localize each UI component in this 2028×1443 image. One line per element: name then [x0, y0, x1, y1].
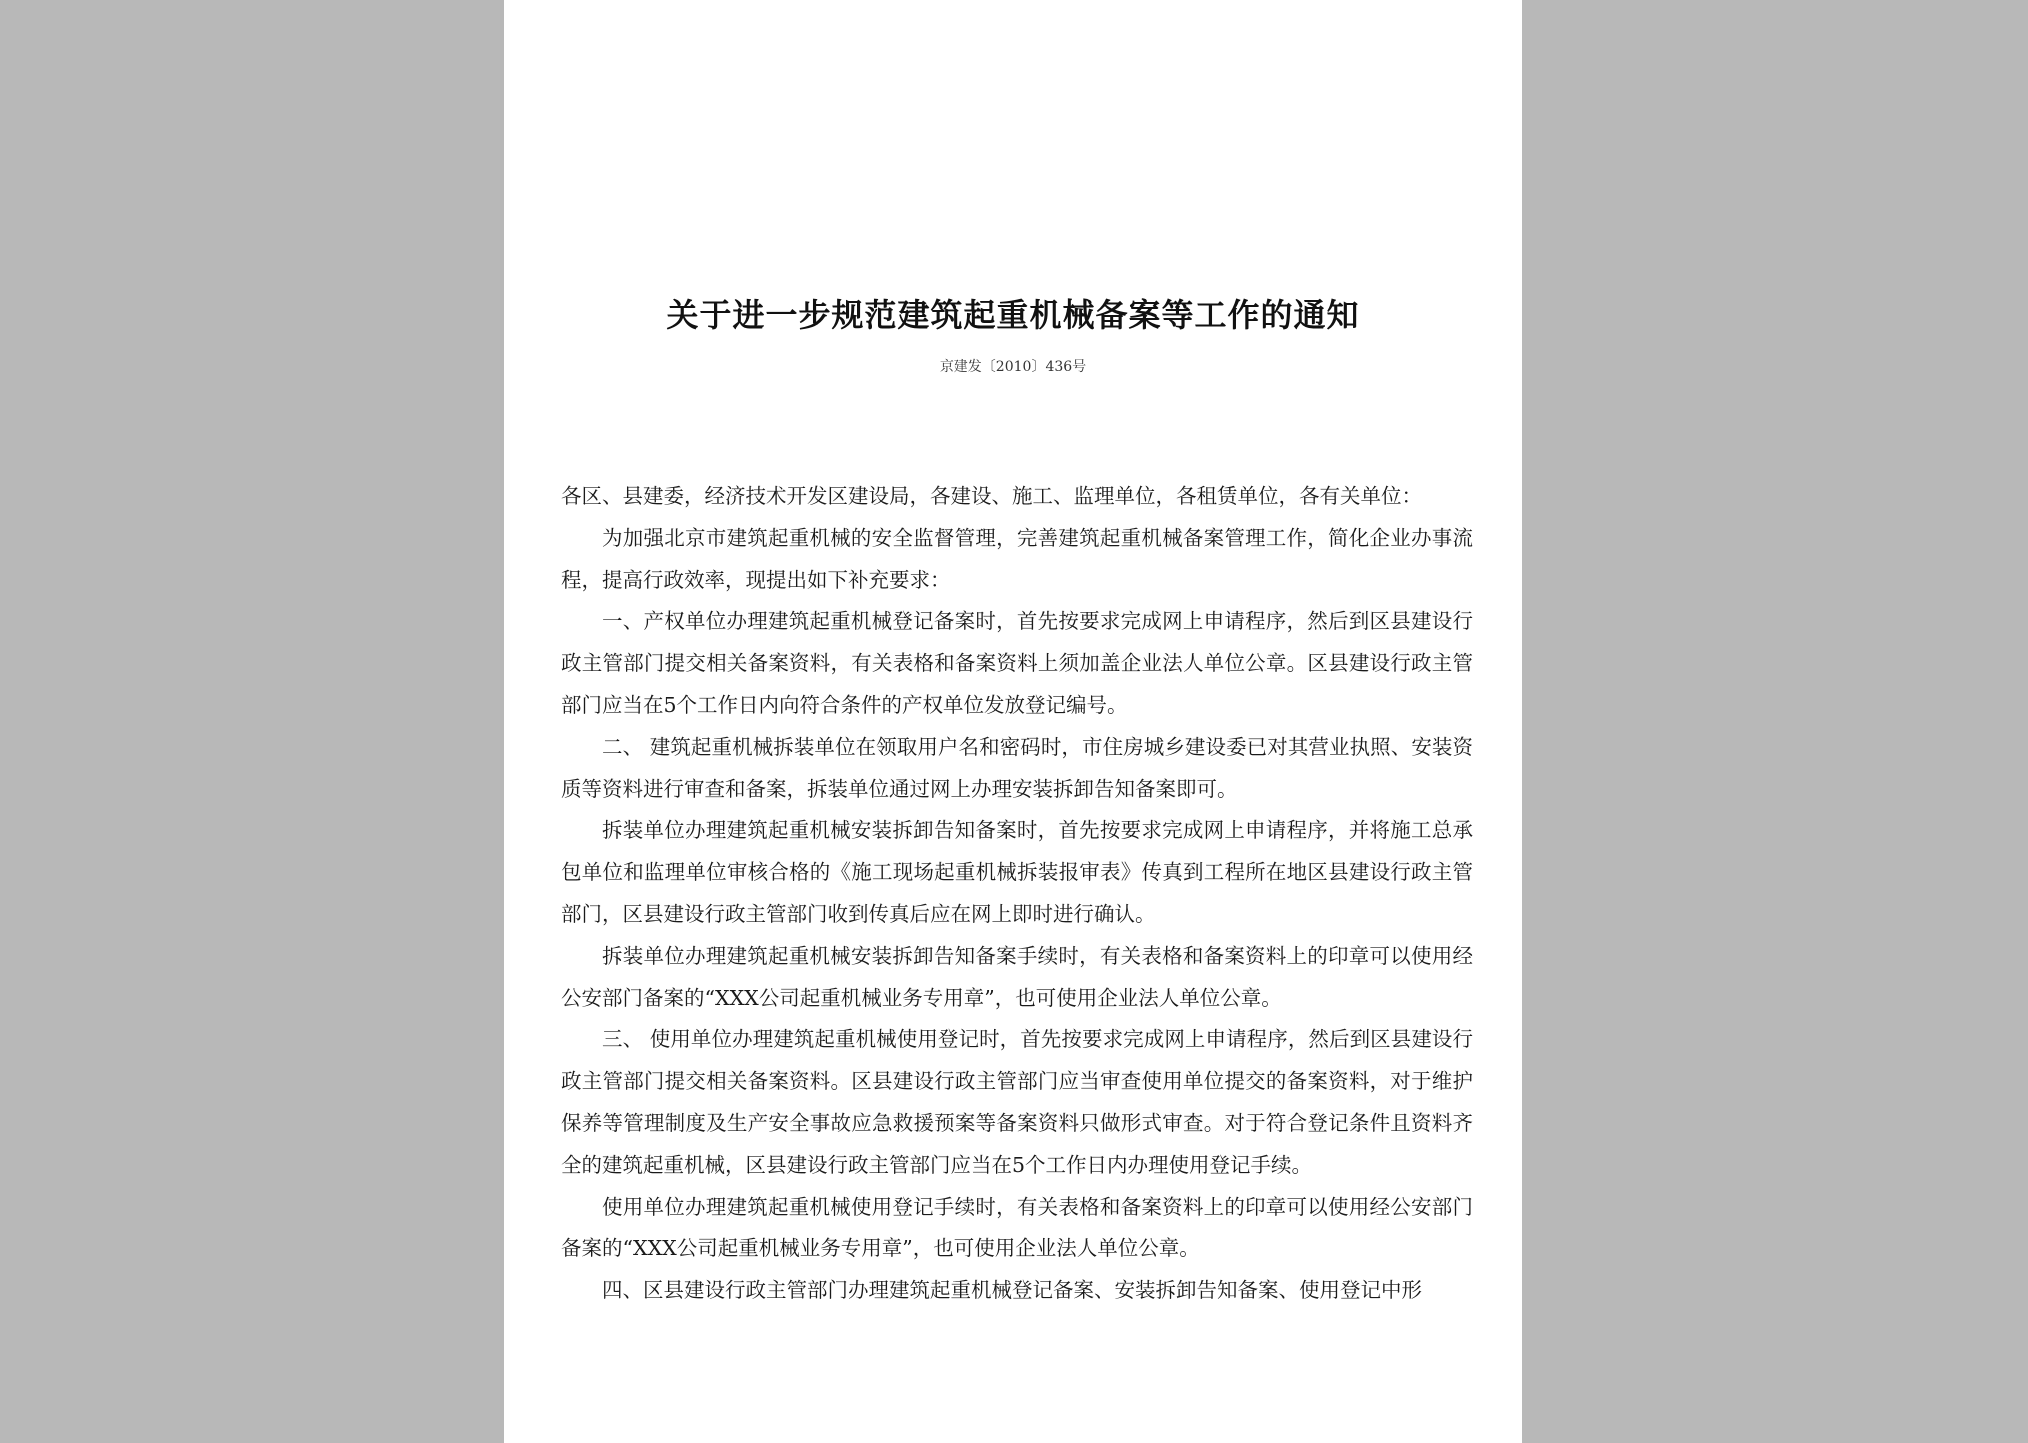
- body-paragraph: 拆装单位办理建筑起重机械安装拆卸告知备案时，首先按要求完成网上申请程序，并将施工总承包单位和监理单位审核合格的《施工现场起重机械拆装报审表》传真到工程所在地区县建设行政主管部门，区县建设行政主管部门收到传真后应在网上即时进行确认。: [561, 818, 1473, 926]
- document-body: [561, 476, 1473, 1312]
- salutation-paragraph: 各区、县建委，经济技术开发区建设局，各建设、施工、监理单位，各租赁单位，各有关单位：: [561, 484, 1422, 508]
- document-page: [504, 0, 1522, 1443]
- body-paragraph: 拆装单位办理建筑起重机械安装拆卸告知备案手续时，有关表格和备案资料上的印章可以使用经公安部门备案的“XXX公司起重机械业务专用章”，也可使用企业法人单位公章。: [561, 943, 1473, 1010]
- body-paragraph: 四、区县建设行政主管部门办理建筑起重机械登记备案、安装拆卸告知备案、使用登记中形: [602, 1278, 1422, 1303]
- document-title: 关于进一步规范建筑起重机械备案等工作的通知: [666, 296, 1360, 334]
- document-number: 京建发〔2010〕436号: [939, 359, 1087, 375]
- body-paragraph: 一、产权单位办理建筑起重机械登记备案时，首先按要求完成网上申请程序，然后到区县建设行政主管部门提交相关备案资料，有关表格和备案资料上须加盖企业法人单位公章。区县建设行政主管部门应当在5个工作日内向符合条件的产权单位发放登记编号。: [561, 609, 1473, 717]
- body-paragraph: 二、 建筑起重机械拆装单位在领取用户名和密码时，市住房城乡建设委已对其营业执照、安装资质等资料进行审查和备案，拆装单位通过网上办理安装拆卸告知备案即可。: [561, 734, 1473, 801]
- body-paragraph: 为加强北京市建筑起重机械的安全监督管理，完善建筑起重机械备案管理工作，简化企业办事流程，提高行政效率，现提出如下补充要求：: [561, 525, 1473, 592]
- body-paragraph: 三、 使用单位办理建筑起重机械使用登记时，首先按要求完成网上申请程序，然后到区县建设行政主管部门提交相关备案资料。区县建设行政主管部门应当审查使用单位提交的备案资料，对于维护保养等管理制度及生产安全事故应急救援预案等备案资料只做形式审查。对于符合登记条件且资料齐全的建筑起重机械，区县建设行政主管部门应当在5个工作日内办理使用登记手续。: [561, 1027, 1473, 1177]
- body-paragraph: 使用单位办理建筑起重机械使用登记手续时，有关表格和备案资料上的印章可以使用经公安部门备案的“XXX公司起重机械业务专用章”，也可使用企业法人单位公章。: [561, 1194, 1473, 1261]
